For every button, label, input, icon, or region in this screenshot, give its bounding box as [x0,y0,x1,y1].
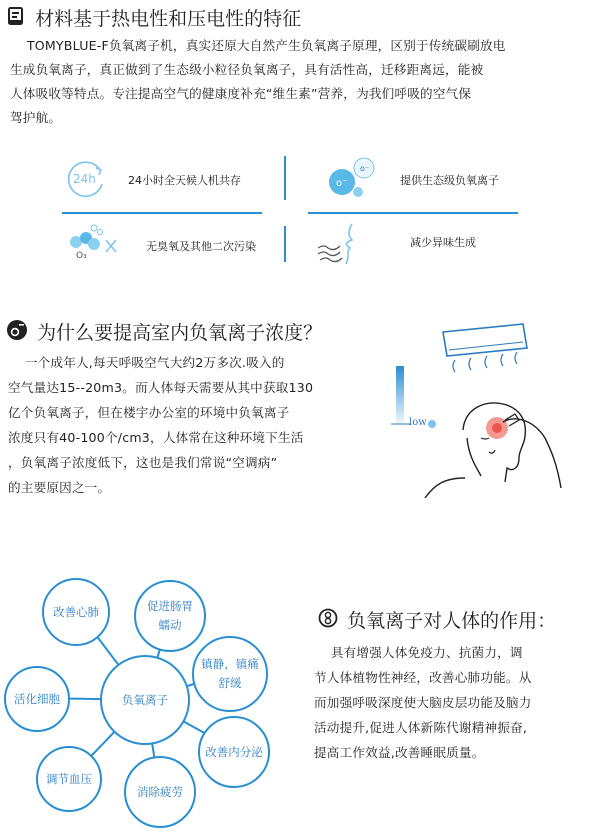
molecule-icon [318,608,338,632]
feature-less-odor [312,220,548,270]
feature-no-ozone [66,222,276,268]
paragraph-line: 的主要原因之一。 [8,480,111,495]
ozone-formula: O₃ [76,251,87,261]
feature-eco-ions [328,154,548,200]
bubble-digestion: 促进肠胃 蠕动 [134,580,206,652]
section2-title: 为什么要提高室内负氧离子浓度？ [37,322,323,344]
clock-24h-icon [66,160,106,200]
section1-header [8,4,301,30]
section1-title: 材料基于热电性和压电性的特征 [35,8,302,30]
section3-title: 负氧离子对人体的作用： [347,610,557,632]
feature-label: 24小时全天候人机共存 [128,174,241,187]
bubble-endocrine: 改善内分泌 [198,716,270,788]
section3-paragraph [314,640,596,765]
paragraph-line: 空气量达15--20m3。而人体每天需要从其中获取130 [8,380,314,395]
paragraph-line: 而加强呼吸深度使大脑皮层功能及脑力 [314,695,532,710]
feature-24h [66,156,276,200]
divider-horizontal-left [62,212,262,214]
paragraph-line: 生成负氧离子，真正做到了生态级小粒径负氧离子，具有活性高，迁移距离远，能被 [10,62,484,77]
bubble-heart-lung: 改善心肺 [42,578,110,646]
paragraph-line: 提高工作效益,改善睡眠质量。 [314,745,485,760]
feature-label: 提供生态级负氧离子 [400,174,499,187]
svg-text:o⁻: o⁻ [360,164,370,173]
section2-paragraph [8,350,368,500]
paragraph-line: 一个成年人,每天呼吸空气大约2万多次.吸入的 [8,355,285,370]
odor-face-icon [312,220,374,274]
divider-horizontal-right [308,212,518,214]
headache-illustration [385,318,595,498]
divider-vertical-top [284,156,286,200]
bubble-fatigue: 消除疲劳 [124,756,196,828]
paragraph-line: 具有增强人体免疫力、抗菌力，调 [314,645,523,660]
paragraph-line: 人体吸收等特点。专注提高空气的健康度补充“维生素”营养，为我们呼吸的空气保 [10,86,472,101]
paragraph-line: TOMYBLUE-F负氧离子机，真实还原大自然产生负氧离子原理，区别于传统碳刷放电 [10,38,506,53]
bubble-calming: 镇静，镇痛 舒缓 [192,636,268,712]
air-conditioner-icon [385,318,595,498]
ozone-molecule-icon [66,222,122,270]
paragraph-line: 浓度只有40-100个/cm3，人体常在这种环境下生活 [8,430,304,445]
feature-grid [60,150,550,270]
divider-vertical-bottom [284,226,286,262]
benefits-diagram [0,560,300,836]
low-label: low [409,417,427,428]
paragraph-line: 亿个负氧离子，但在楼宇办公室的环境中负氧离子 [8,405,290,420]
feature-label: 减少异味生成 [410,236,476,249]
document-icon [8,7,24,29]
clock-24h-label: 24h [73,172,96,186]
feature-label: 无臭氧及其他二次污染 [146,240,256,253]
paragraph-line: 驾护航。 [10,110,62,125]
bubble-cell: 活化细胞 [4,666,70,732]
bubble-blood-pressure: 调节血压 [36,746,102,812]
svg-text:o⁻: o⁻ [336,178,348,189]
paragraph-line: 活动提升,促进人体新陈代谢精神振奋, [314,720,528,735]
section3-header [318,606,556,632]
paragraph-line: ，负氧离子浓度低下，这也是我们常说“空调病” [8,455,278,470]
negative-ion-icon [6,319,28,345]
paragraph-line: 节人体植物性神经，改善心肺功能。从 [314,670,532,685]
center-node: 负氧离子 [122,692,168,707]
section2-header [6,318,322,344]
section1-paragraph [10,34,595,130]
ion-bubbles-icon [328,154,378,204]
